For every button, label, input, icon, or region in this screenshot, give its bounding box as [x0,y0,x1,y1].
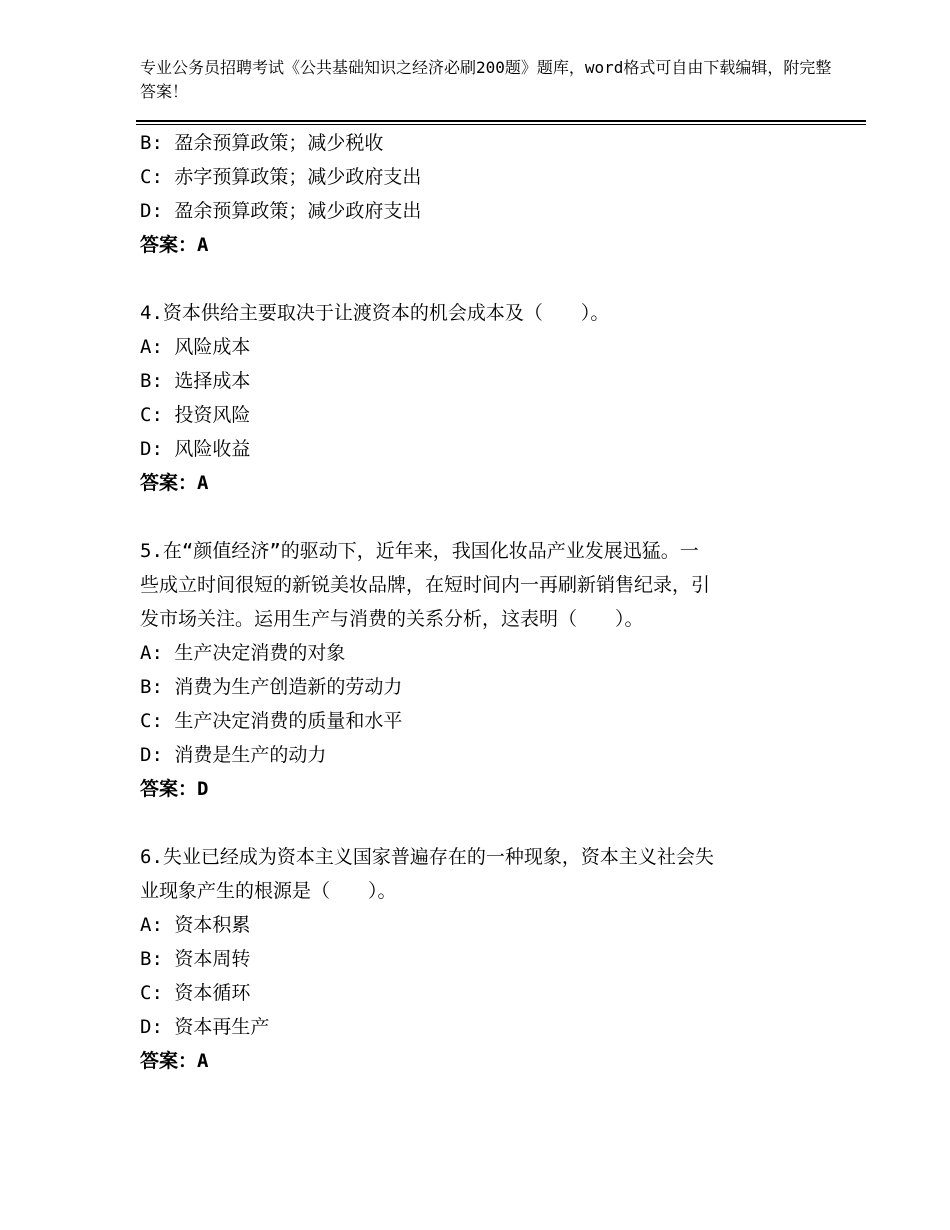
answer: 答案：A [140,472,209,494]
option-c: C: 投资风险 [140,404,251,426]
spacer [140,806,800,840]
question-text: 业现象产生的根源是（ ）。 [140,880,397,902]
option-c: C: 赤字预算政策；减少政府支出 [140,166,422,188]
question-5 [140,534,800,806]
question-6 [140,840,800,1078]
answer: 答案：A [140,1050,209,1072]
question-text: 5.在“颜值经济”的驱动下，近年来，我国化妆品产业发展迅猛。一 [140,540,699,562]
question-text: 发市场关注。运用生产与消费的关系分析，这表明（ ）。 [140,608,644,630]
header-rule-thick [136,120,866,122]
option-a: A: 生产决定消费的对象 [140,642,346,664]
answer: 答案：A [140,234,209,256]
question-text: 4.资本供给主要取决于让渡资本的机会成本及（ ）。 [140,302,610,324]
option-d: D: 风险收益 [140,438,251,460]
option-b: B: 消费为生产创造新的劳动力 [140,676,403,698]
header-text: 专业公务员招聘考试《公共基础知识之经济必刷200题》题库，word格式可自由下载编辑，附完整答案！ [140,58,832,101]
document-header [140,56,840,104]
question-text: 6.失业已经成为资本主义国家普遍存在的一种现象，资本主义社会失 [140,846,714,868]
option-b: B: 选择成本 [140,370,251,392]
option-c: C: 生产决定消费的质量和水平 [140,710,403,732]
option-d: D: 消费是生产的动力 [140,744,327,766]
spacer [140,500,800,534]
question-4 [140,296,800,500]
header-rule-thin [136,124,866,125]
option-a: A: 资本积累 [140,914,251,936]
spacer [140,262,800,296]
option-b: B: 盈余预算政策；减少税收 [140,132,384,154]
question-text: 些成立时间很短的新锐美妆品牌，在短时间内一再刷新销售纪录，引 [140,574,711,596]
option-b: B: 资本周转 [140,948,251,970]
question-content [140,126,800,1078]
answer: 答案：D [140,778,209,800]
continued-question-3 [140,126,800,262]
option-d: D: 盈余预算政策；减少政府支出 [140,200,422,222]
option-c: C: 资本循环 [140,982,251,1004]
option-a: A: 风险成本 [140,336,251,358]
option-d: D: 资本再生产 [140,1016,270,1038]
